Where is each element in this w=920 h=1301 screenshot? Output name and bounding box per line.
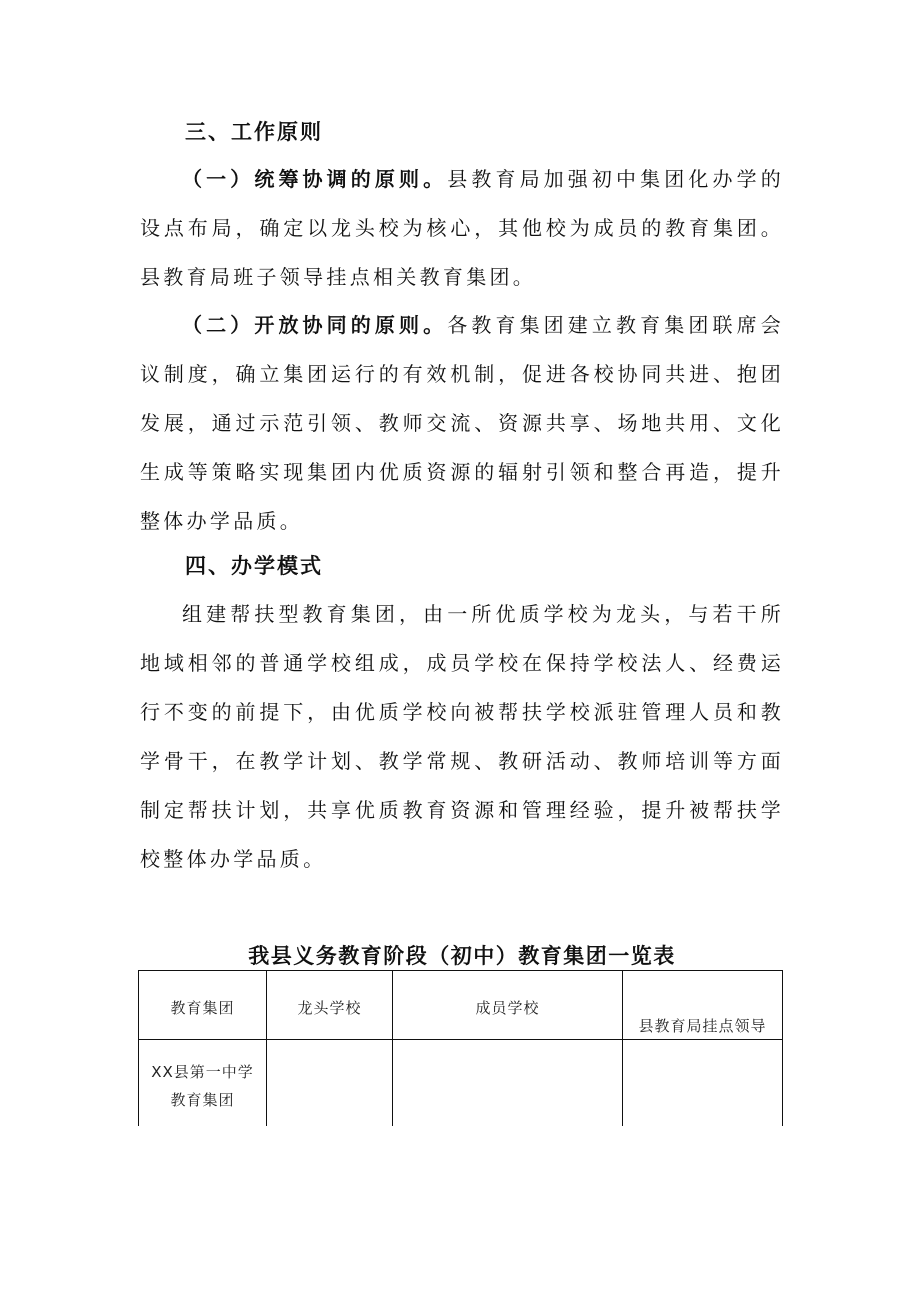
table-header-row xyxy=(139,971,783,1040)
group-name-line2: 教育集团 xyxy=(170,1091,235,1109)
cell-leader xyxy=(623,1040,783,1127)
header-cell-leader: 县教育局挂点领导 xyxy=(623,971,783,1040)
cell-group-name xyxy=(139,1040,267,1127)
principle-2-body: 各教育集团建立教育集团联席会议制度，确立集团运行的有效机制，促进各校协同共进、抱团发展，通过示范引领、教师交流、资源共享、场地共用、文化生成等策略实现集团内优质资源的辐射引领和整合再造，提升整体办学品质。 xyxy=(140,313,784,533)
cell-members xyxy=(393,1040,623,1127)
model-paragraph: 组建帮扶型教育集团，由一所优质学校为龙头，与若干所地域相邻的普通学校组成，成员学校在保持学校法人、经费运行不变的前提下，由优质学校向被帮扶学校派驻管理人员和教学骨干，在教学计划、教学常规、教研活动、教师培训等方面制定帮扶计划，共享优质教育资源和管理经验，提升被帮扶学校整体办学品质。 xyxy=(140,602,784,871)
header-cell-lead-school: 龙头学校 xyxy=(267,971,393,1040)
section-heading-principles: 三、工作原则 xyxy=(185,119,323,144)
education-groups-table xyxy=(138,970,783,1126)
header-cell-members: 成员学校 xyxy=(393,971,623,1040)
table-row xyxy=(139,1040,783,1127)
section-heading-model: 四、办学模式 xyxy=(185,553,323,578)
cell-lead-school xyxy=(267,1040,393,1127)
group-name-line1: XX县第一中学 xyxy=(151,1063,254,1081)
principle-1-lead: （一）统筹协调的原则。 xyxy=(182,167,448,191)
principle-paragraph-2 xyxy=(140,301,784,546)
principle-paragraph-1 xyxy=(140,155,784,302)
header-cell-group: 教育集团 xyxy=(139,971,267,1040)
table-title: 我县义务教育阶段（初中）教育集团一览表 xyxy=(248,943,676,968)
principle-2-lead: （二）开放协同的原则。 xyxy=(182,313,448,337)
principle-1-body: 县教育局加强初中集团化办学的设点布局，确定以龙头校为核心，其他校为成员的教育集团。县教育局班子领导挂点相关教育集团。 xyxy=(140,167,784,289)
